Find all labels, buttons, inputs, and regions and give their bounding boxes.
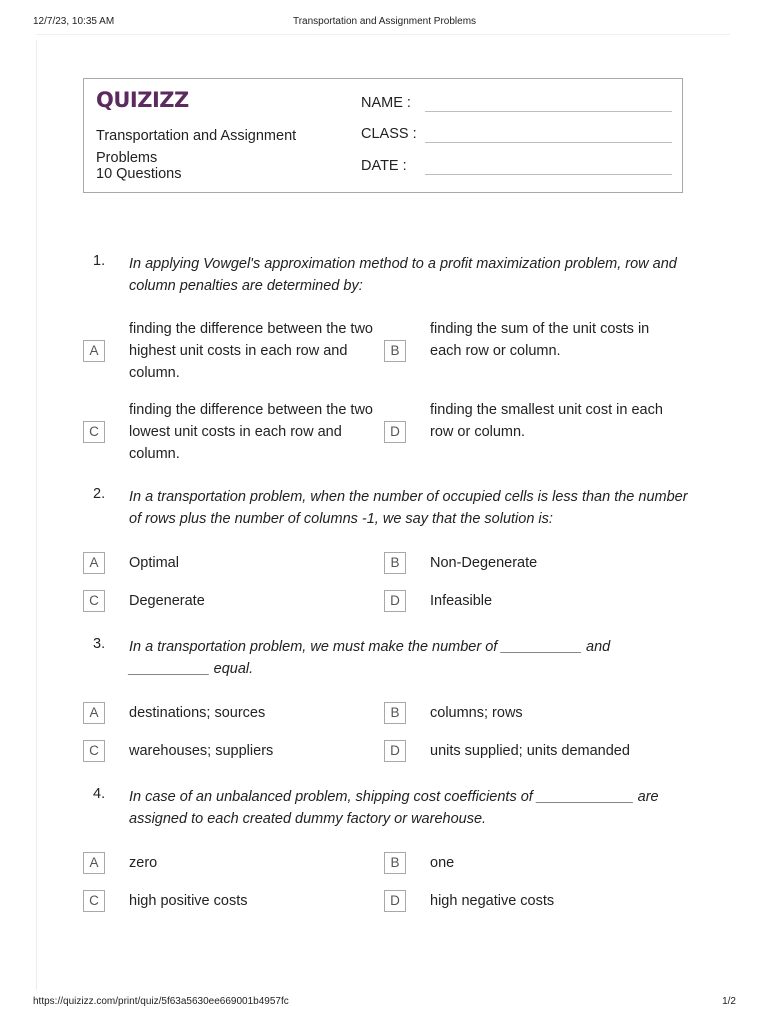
option-letter-box: C (83, 740, 105, 762)
option-text: finding the sum of the unit costs in each row or column. (430, 321, 650, 359)
option-text: Infeasible (430, 593, 493, 609)
option-letter-box: D (384, 421, 406, 443)
option-letter-box: B (384, 340, 406, 362)
option-letter-box: C (83, 590, 105, 612)
date-label: DATE : (361, 158, 407, 174)
question-number: 2. (93, 486, 106, 502)
print-header (33, 16, 736, 30)
question-text: In case of an unbalanced problem, shipping cost coefficients of ____________ are assigned to each created dummy factory or warehouse. (129, 789, 659, 827)
option-text: finding the difference between the two highest unit costs in each row and column. (129, 321, 373, 381)
date-blank-line (425, 174, 672, 175)
option-text: warehouses; suppliers (129, 743, 274, 759)
name-label: NAME : (361, 95, 411, 111)
quizizz-logo: QUIZIZZ (96, 88, 189, 112)
option-text: high positive costs (129, 893, 248, 909)
print-title: Transportation and Assignment Problems (292, 16, 477, 27)
option-text: destinations; sources (129, 705, 266, 721)
option-text: columns; rows (430, 705, 523, 721)
page-number: 1/2 (722, 996, 736, 1007)
question-count: 10 Questions (96, 166, 182, 182)
option-letter-box: B (384, 702, 406, 724)
question-number: 3. (93, 636, 106, 652)
question-text: In a transportation problem, we must make the number of __________ and __________ equal. (129, 639, 611, 677)
question-number: 1. (93, 253, 106, 269)
option-letter-box: D (384, 740, 406, 762)
option-text: high negative costs (430, 893, 555, 909)
option-letter-box: C (83, 890, 105, 912)
option-letter-box: A (83, 340, 105, 362)
option-letter-box: D (384, 590, 406, 612)
option-text: Degenerate (129, 593, 205, 609)
option-text: finding the smallest unit cost in each row or column. (430, 402, 663, 440)
option-text: Non-Degenerate (430, 555, 538, 571)
question-number: 4. (93, 786, 106, 802)
option-text: units supplied; units demanded (430, 743, 630, 759)
date-field (361, 158, 673, 180)
option-letter-box: D (384, 890, 406, 912)
option-text: one (430, 855, 455, 871)
print-datetime: 12/7/23, 10:35 AM (33, 16, 115, 27)
question-text: In a transportation problem, when the number of occupied cells is less than the number of rows plus the number of columns -1, we say that the solution is: (129, 489, 688, 527)
class-blank-line (425, 142, 672, 143)
option-letter-box: A (83, 552, 105, 574)
class-label: CLASS : (361, 126, 417, 142)
name-field (361, 95, 673, 117)
class-field (361, 126, 673, 148)
option-letter-box: B (384, 852, 406, 874)
print-url: https://quizizz.com/print/quiz/5f63a5630ee669001b4957fc (33, 996, 289, 1007)
option-text: Optimal (129, 555, 179, 571)
print-footer (33, 996, 736, 1010)
option-letter-box: A (83, 702, 105, 724)
page-top-divider (36, 34, 730, 35)
quiz-title: Transportation and Assignment Problems (96, 128, 297, 166)
quiz-header-box (83, 78, 683, 193)
option-text: finding the difference between the two lowest unit costs in each row and column. (129, 402, 373, 462)
option-letter-box: A (83, 852, 105, 874)
name-blank-line (425, 111, 672, 112)
option-letter-box: C (83, 421, 105, 443)
option-letter-box: B (384, 552, 406, 574)
page-left-divider (36, 40, 37, 990)
option-text: zero (129, 855, 158, 871)
question-text: In applying Vowgel's approximation method to a profit maximization problem, row and column penalties are determined by: (129, 256, 677, 294)
